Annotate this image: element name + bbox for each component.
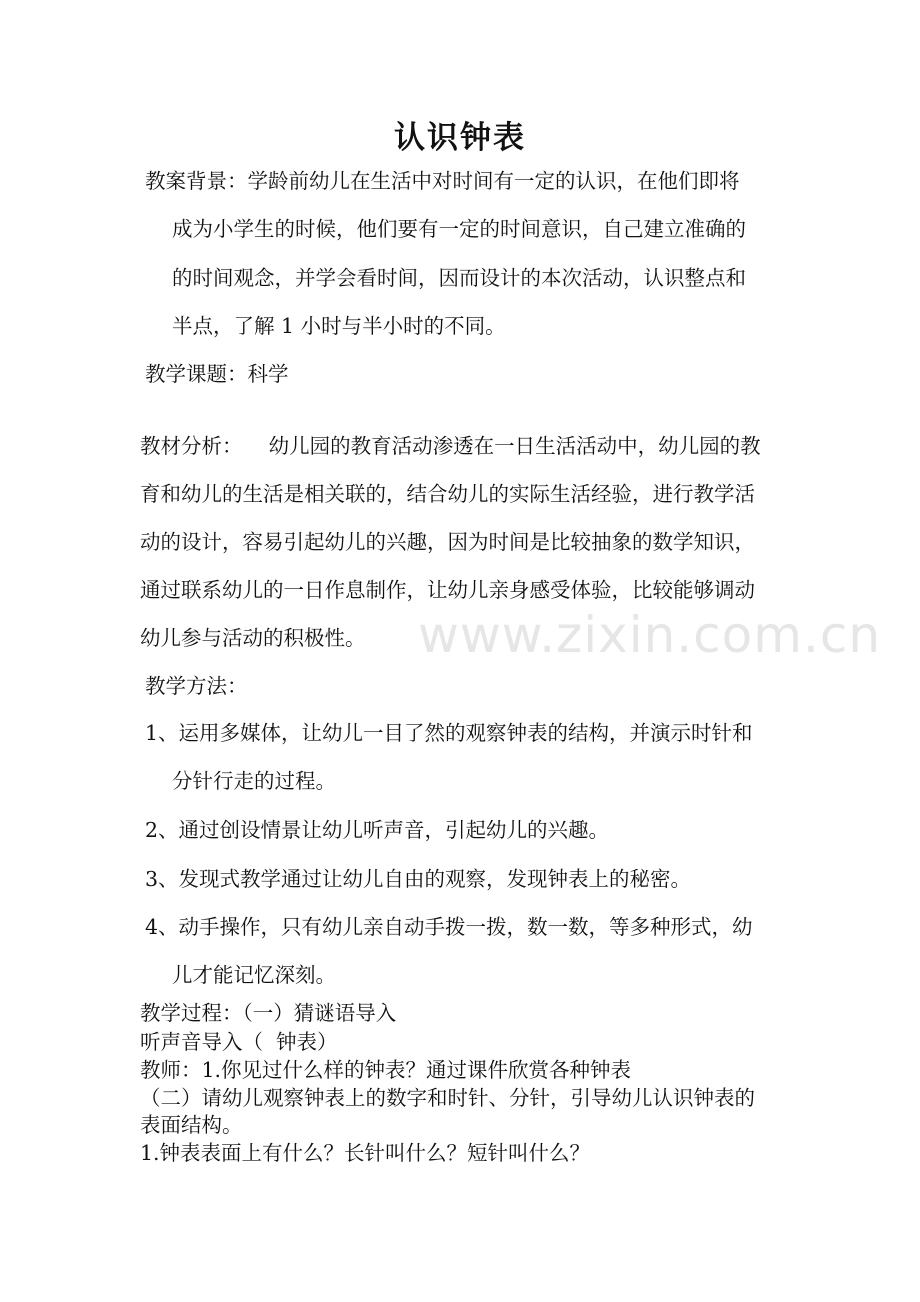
text-line: 儿才能记忆深刻。 [172, 963, 336, 987]
text-line: 的时间观念，并学会看时间，因而设计的本次活动，认识整点和 [172, 266, 746, 290]
text-line: 教学课题：科学 [145, 362, 289, 386]
text-line: 半点，了解 1 小时与半小时的不同。 [172, 314, 506, 338]
text-line: 通过联系幼儿的一日作息制作，让幼儿亲身感受体验，比较能够调动 [140, 578, 755, 602]
text-line: 表面结构。 [140, 1113, 243, 1137]
text-line: 教学方法： [145, 674, 248, 698]
text-line: 教材分析： 幼儿园的教育活动渗透在一日生活活动中，幼儿园的教 [140, 434, 761, 458]
text-line: 幼儿参与活动的积极性。 [140, 626, 366, 650]
text-line: 成为小学生的时候，他们要有一定的时间意识，自己建立准确的 [172, 217, 746, 241]
text-line: 4、动手操作，只有幼儿亲自动手拨一拨，数一数，等多种形式，幼 [145, 915, 753, 939]
text-line: 教学过程：（一）猜谜语导入 [140, 1001, 397, 1025]
text-line: 1.钟表表面上有什么？长针叫什么？短针叫什么？ [140, 1141, 591, 1165]
text-line: 动的设计，容易引起幼儿的兴趣，因为时间是比较抽象的数学知识， [140, 530, 755, 554]
document-title: 认识钟表 [394, 120, 526, 156]
text-line: 2、通过创设情景让幼儿听声音，引起幼儿的兴趣。 [145, 818, 610, 842]
text-line: 教案背景：学龄前幼儿在生活中对时间有一定的认识，在他们即将 [145, 169, 740, 193]
text-line: 分针行走的过程。 [172, 769, 336, 793]
text-line: （二）请幼儿观察钟表上的数字和时针、分针，引导幼儿认识钟表的 [140, 1086, 755, 1110]
text-line: 1、运用多媒体，让幼儿一目了然的观察钟表的结构，并演示时针和 [145, 721, 753, 745]
text-line: 3、发现式教学通过让幼儿自由的观察，发现钟表上的秘密。 [145, 867, 692, 891]
text-line: 听声音导入（ 钟表） [140, 1030, 338, 1054]
text-line: 教师：1.你见过什么样的钟表？通过课件欣赏各种钟表 [140, 1058, 632, 1082]
text-line: 育和幼儿的生活是相关联的，结合幼儿的实际生活经验，进行教学活 [140, 482, 755, 506]
watermark: www.zixin.com.cn [418, 606, 882, 664]
